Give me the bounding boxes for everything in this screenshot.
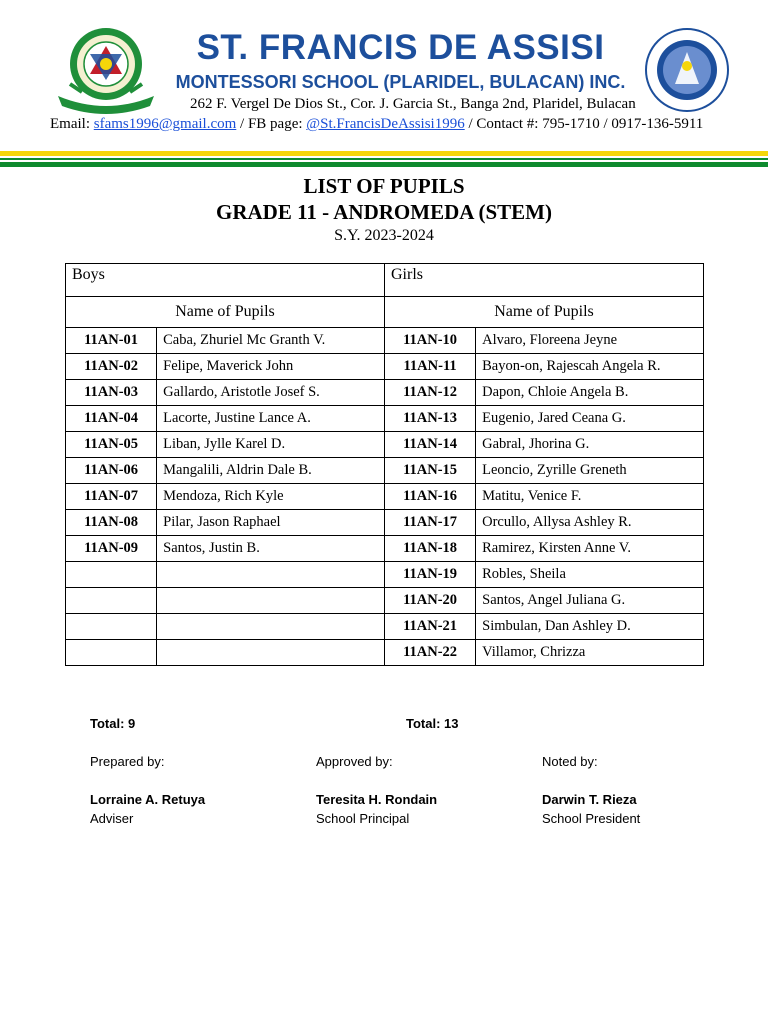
boys-code-cell: 11AN-01 — [66, 328, 157, 354]
green-stripe-thin — [0, 158, 768, 160]
girls-code-cell: 11AN-12 — [384, 380, 475, 406]
prepared-by-name: Lorraine A. Retuya — [90, 792, 206, 807]
boys-code-cell — [66, 640, 157, 666]
girls-code-cell: 11AN-15 — [384, 458, 475, 484]
table-subheader-row — [66, 297, 704, 328]
fb-page-link[interactable]: @St.FrancisDeAssisi1996 — [306, 116, 465, 132]
boys-total: Total: 9 — [90, 716, 136, 731]
boys-code-cell: 11AN-02 — [66, 354, 157, 380]
table-row — [66, 406, 704, 432]
boys-code-cell — [66, 588, 157, 614]
noted-by-role: School President — [542, 811, 641, 826]
boys-code-cell: 11AN-03 — [66, 380, 157, 406]
boys-name-cell — [157, 588, 385, 614]
table-row — [66, 536, 704, 562]
approved-by-role: School Principal — [316, 811, 410, 826]
girls-header: Girls — [384, 264, 703, 297]
table-row — [66, 380, 704, 406]
girls-code-cell: 11AN-19 — [384, 562, 475, 588]
girls-code-cell: 11AN-13 — [384, 406, 475, 432]
girls-name-cell: Alvaro, Floreena Jeyne — [476, 328, 704, 354]
girls-code-cell: 11AN-17 — [384, 510, 475, 536]
boys-name-cell: Lacorte, Justine Lance A. — [157, 406, 385, 432]
document-title: LIST OF PUPILS — [303, 174, 465, 198]
girls-name-cell: Matitu, Venice F. — [476, 484, 704, 510]
girls-name-header: Name of Pupils — [384, 297, 703, 328]
contact-line — [50, 116, 703, 133]
yellow-stripe — [0, 151, 768, 156]
approved-by-name: Teresita H. Rondain — [316, 792, 438, 807]
girls-code-cell: 11AN-21 — [384, 614, 475, 640]
boys-code-cell: 11AN-04 — [66, 406, 157, 432]
noted-by-label: Noted by: — [542, 754, 598, 769]
girls-name-cell: Eugenio, Jared Ceana G. — [476, 406, 704, 432]
school-seal-logo — [52, 26, 160, 114]
girls-code-cell: 11AN-16 — [384, 484, 475, 510]
fb-label: / FB page: — [236, 116, 307, 132]
prepared-by-role: Adviser — [90, 811, 134, 826]
girls-code-cell: 11AN-20 — [384, 588, 475, 614]
letterhead — [0, 0, 768, 170]
school-name: ST. FRANCIS DE ASSISI — [196, 28, 605, 67]
boys-code-cell: 11AN-06 — [66, 458, 157, 484]
table-row — [66, 640, 704, 666]
section-title: GRADE 11 - ANDROMEDA (STEM) — [215, 200, 552, 224]
girls-code-cell: 11AN-14 — [384, 432, 475, 458]
girls-name-cell: Bayon-on, Rajescah Angela R. — [476, 354, 704, 380]
table-row — [66, 510, 704, 536]
boys-name-cell: Gallardo, Aristotle Josef S. — [157, 380, 385, 406]
girls-name-cell: Simbulan, Dan Ashley D. — [476, 614, 704, 640]
girls-code-cell: 11AN-18 — [384, 536, 475, 562]
contact-numbers: / Contact #: 795-1710 / 0917-136-5911 — [464, 116, 704, 132]
girls-name-cell: Gabral, Jhorina G. — [476, 432, 704, 458]
table-row — [66, 562, 704, 588]
table-row — [66, 484, 704, 510]
school-year: S.Y. 2023-2024 — [334, 227, 434, 244]
boys-code-cell — [66, 614, 157, 640]
boys-name-cell: Mendoza, Rich Kyle — [157, 484, 385, 510]
girls-name-cell: Santos, Angel Juliana G. — [476, 588, 704, 614]
girls-code-cell: 11AN-11 — [384, 354, 475, 380]
table-header-row — [66, 264, 704, 297]
table-row — [66, 588, 704, 614]
boys-name-header: Name of Pupils — [66, 297, 385, 328]
boys-code-cell: 11AN-05 — [66, 432, 157, 458]
girls-code-cell: 11AN-22 — [384, 640, 475, 666]
girls-name-cell: Robles, Sheila — [476, 562, 704, 588]
boys-name-cell: Liban, Jylle Karel D. — [157, 432, 385, 458]
boys-code-cell — [66, 562, 157, 588]
girls-name-cell: Orcullo, Allysa Ashley R. — [476, 510, 704, 536]
email-label: Email: — [50, 116, 94, 132]
prepared-by-label: Prepared by: — [90, 754, 165, 769]
girls-name-cell: Dapon, Chloie Angela B. — [476, 380, 704, 406]
school-address: 262 F. Vergel De Dios St., Cor. J. Garcia St., Banga 2nd, Plaridel, Bulacan — [190, 96, 636, 112]
boys-name-cell — [157, 640, 385, 666]
boys-header: Boys — [66, 264, 385, 297]
boys-code-cell: 11AN-07 — [66, 484, 157, 510]
boys-name-cell: Pilar, Jason Raphael — [157, 510, 385, 536]
deped-seal-logo — [645, 28, 729, 112]
table-row — [66, 458, 704, 484]
pupil-roster-table — [65, 263, 704, 666]
boys-name-cell: Felipe, Maverick John — [157, 354, 385, 380]
boys-name-cell: Mangalili, Aldrin Dale B. — [157, 458, 385, 484]
girls-code-cell: 11AN-10 — [384, 328, 475, 354]
table-row — [66, 354, 704, 380]
boys-name-cell — [157, 614, 385, 640]
table-row — [66, 328, 704, 354]
table-row — [66, 614, 704, 640]
girls-name-cell: Leoncio, Zyrille Greneth — [476, 458, 704, 484]
email-link[interactable]: sfams1996@gmail.com — [93, 116, 237, 132]
school-subtitle: MONTESSORI SCHOOL (PLARIDEL, BULACAN) INC. — [175, 72, 626, 92]
green-stripe-thick — [0, 162, 768, 167]
noted-by-name: Darwin T. Rieza — [542, 792, 637, 807]
table-row — [66, 432, 704, 458]
girls-name-cell: Villamor, Chrizza — [476, 640, 704, 666]
girls-total: Total: 13 — [406, 716, 459, 731]
boys-name-cell: Caba, Zhuriel Mc Granth V. — [157, 328, 385, 354]
boys-name-cell — [157, 562, 385, 588]
girls-name-cell: Ramirez, Kirsten Anne V. — [476, 536, 704, 562]
boys-code-cell: 11AN-08 — [66, 510, 157, 536]
boys-code-cell: 11AN-09 — [66, 536, 157, 562]
boys-name-cell: Santos, Justin B. — [157, 536, 385, 562]
approved-by-label: Approved by: — [316, 754, 393, 769]
